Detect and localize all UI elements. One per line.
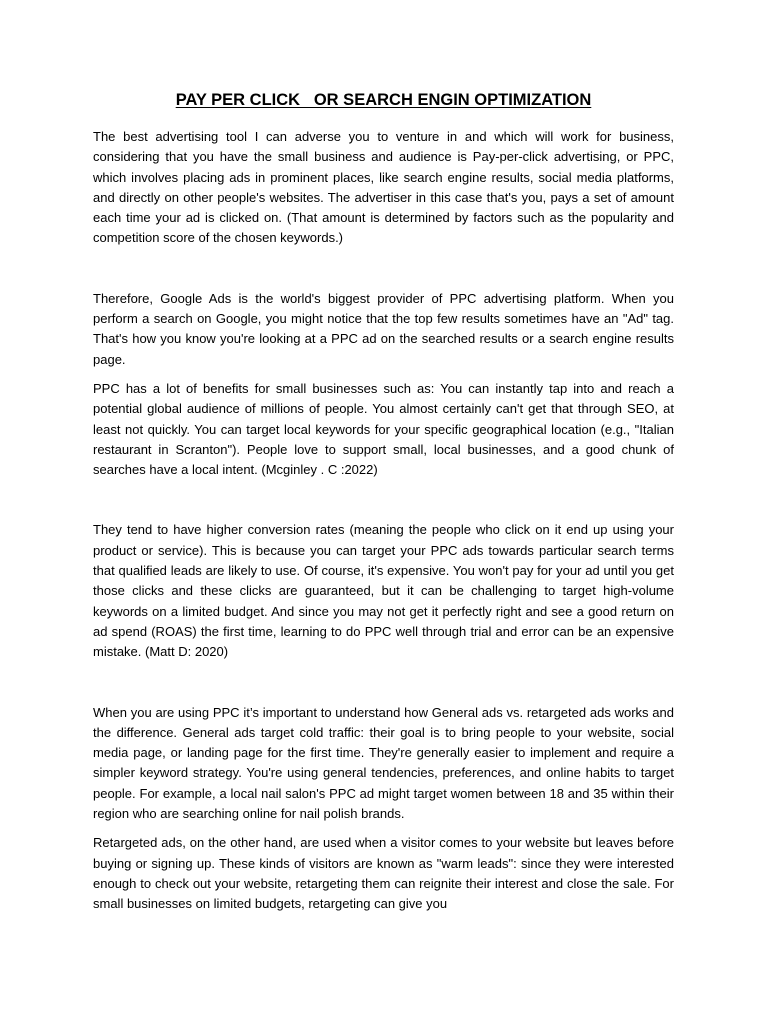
paragraph-spacer [93, 249, 674, 289]
paragraph-ppc-intro: The best advertising tool I can adverse you to venture in and which will work for business, considering that you have the small business and audience is Pay-per-click advertising, or PPC, which involves placing ads in prominent places, like search engine results, social media platforms, and directly on other people's websites. The advertiser in this case that's you, pays a set of amount each time your ad is clicked on. (That amount is determined by factors such as the popularity and competition score of the chosen keywords.) [93, 129, 674, 246]
paragraph-spacer [93, 370, 674, 379]
paragraph-retargeted-ads: Retargeted ads, on the other hand, are used when a visitor comes to your website but leaves before buying or signing up. These kinds of visitors are known as "warm leads": since they were interested enough to check out your website, retargeting them can reignite their interest and close the sale. For small businesses on limited budgets, retargeting can give you [93, 835, 674, 912]
paragraph-spacer [93, 663, 674, 703]
document-title: PAY PER CLICK OR SEARCH ENGIN OPTIMIZATION [175, 91, 592, 109]
paragraph-google-ads: Therefore, Google Ads is the world's biggest provider of PPC advertising platform. When you perform a search on Google, you might notice that the top few results sometimes have an "Ad" tag. That's how you know you're looking at a PPC ad on the searched results or a search engine results page. [93, 290, 674, 367]
paragraph-ppc-benefits: PPC has a lot of benefits for small businesses such as: You can instantly tap into and reach a potential global audience of millions of people. You almost certainly can't get that through SEO, at least not quickly. You can target local keywords for your specific geographical location (e.g., "Italian restaurant in Scranton"). People love to support small, local businesses, and a good chunk of searches have a local intent. (Mcginley . C :2022) [93, 380, 674, 478]
paragraph-spacer [93, 480, 674, 520]
document-body [93, 89, 674, 915]
paragraph-conversion-rates: They tend to have higher conversion rates (meaning the people who click on it end up using your product or service). This is because you can target your PPC ads towards particular search terms that qualified leads are likely to use. Of course, it's expensive. You won't pay for your ad until you get those clicks and these clicks are guaranteed, but it can be challenging to target high-volume keywords on a limited budget. And since you may not get it perfectly right and see a good return on ad spend (ROAS) the first time, learning to do PPC well through trial and error can be an expensive mistake. (Matt D: 2020) [93, 522, 674, 660]
paragraph-general-ads: When you are using PPC it’s important to understand how General ads vs. retargeted ads works and the difference. General ads target cold traffic: their goal is to bring people to your website, social media page, or landing page for the first time. They're generally easier to implement and require a simpler keyword strategy. You're using general tendencies, preferences, and online habits to target people. For example, a local nail salon's PPC ad might target women between 18 and 35 within their region who are searching online for nail polish brands. [93, 704, 674, 822]
paragraph-spacer [93, 824, 674, 833]
